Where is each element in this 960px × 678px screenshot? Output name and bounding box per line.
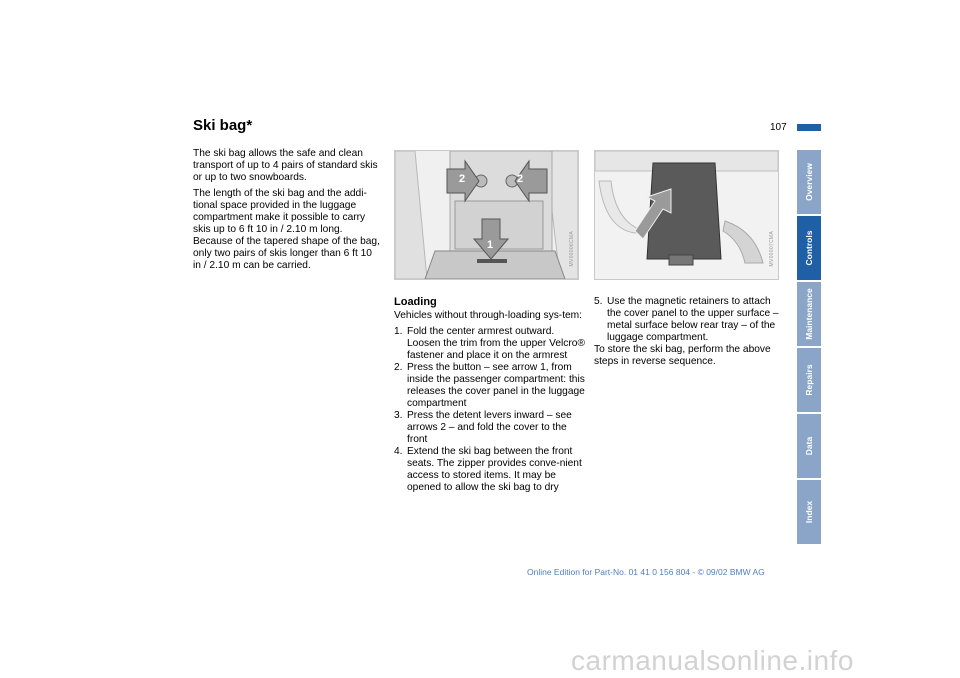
step-item [394, 326, 586, 362]
watermark: carmanualsonline.info [571, 645, 854, 676]
section-heading: Loading [394, 296, 437, 308]
intro-paragraph: The length of the ski bag and the addi-tional space provided in the luggage compartment make it possible to carry skis up to 6 ft 10 in / 2.10 m long. Because of the tapered shape of the bag, only two pairs of skis longer than 6 ft 10 in / 2.10 m can be carried. [193, 188, 380, 271]
figure-cover-panel-illustration [595, 151, 778, 279]
step-number: 4. [394, 446, 403, 457]
step-text: Fold the center armrest outward. Loosen the trim from the upper Velcro® fastener and place it on the armrest [407, 326, 585, 361]
page-title: Ski bag* [193, 117, 253, 134]
steps-list [594, 296, 786, 344]
step-text: Press the button – see arrow 1, from inside the passenger compartment: this releases the cover panel in the luggage compartment [407, 362, 585, 409]
tab-repairs[interactable] [797, 348, 821, 412]
tab-label: Overview [804, 163, 814, 201]
tab-index[interactable] [797, 480, 821, 544]
figure-cover-release-illustration [395, 151, 578, 279]
step-text: Extend the ski bag between the front seats. The zipper provides conve-nient access to stored items. It may be opened to allow the ski bag to dry [407, 446, 582, 493]
tab-overview[interactable] [797, 150, 821, 214]
step-item [594, 296, 786, 344]
figure-code: MV00007CMA [769, 231, 775, 267]
arrow-label: 2 [459, 173, 466, 185]
tab-label: Repairs [804, 364, 814, 396]
figure-cover-release [394, 150, 579, 280]
step-number: 5. [594, 296, 603, 307]
chapter-tabs [797, 150, 821, 546]
step-text: Use the magnetic retainers to attach the cover panel to the upper surface – metal surface below rear tray – of the luggage compartment. [607, 296, 779, 343]
steps-list [394, 326, 586, 494]
step-number: 2. [394, 362, 403, 373]
step-item [394, 446, 586, 494]
step-item [394, 410, 586, 446]
arrow-label: 2 [517, 173, 524, 185]
tab-label: Maintenance [804, 288, 814, 340]
figure-code: MV00006CMA [569, 231, 575, 267]
tab-controls[interactable] [797, 216, 821, 280]
tab-label: Controls [804, 230, 814, 266]
tab-data[interactable] [797, 414, 821, 478]
tab-label: Index [804, 500, 814, 524]
page-number-bar [797, 124, 821, 131]
step-number: 1. [394, 326, 403, 337]
tab-label: Data [804, 436, 814, 456]
page-number: 107 [770, 122, 787, 133]
intro-column [193, 148, 380, 276]
loading-section [394, 296, 586, 494]
closing-paragraph: To store the ski bag, perform the above steps in reverse sequence. [594, 344, 771, 367]
footer-edition: Online Edition for Part-No. 01 41 0 156 804 - © 09/02 BMW AG [527, 567, 765, 577]
step-item [394, 362, 586, 410]
arrow-label: 1 [487, 239, 494, 251]
figure-cover-panel [594, 150, 779, 280]
section-intro: Vehicles without through-loading sys-tem: [394, 310, 583, 321]
step-number: 3. [394, 410, 403, 421]
loading-section-continued [594, 296, 786, 372]
tab-maintenance[interactable] [797, 282, 821, 346]
intro-paragraph: The ski bag allows the safe and clean transport of up to 4 pairs of standard skis or up to two snowboards. [193, 148, 378, 183]
step-text: Press the detent levers inward – see arrows 2 – and fold the cover to the front [407, 410, 572, 445]
